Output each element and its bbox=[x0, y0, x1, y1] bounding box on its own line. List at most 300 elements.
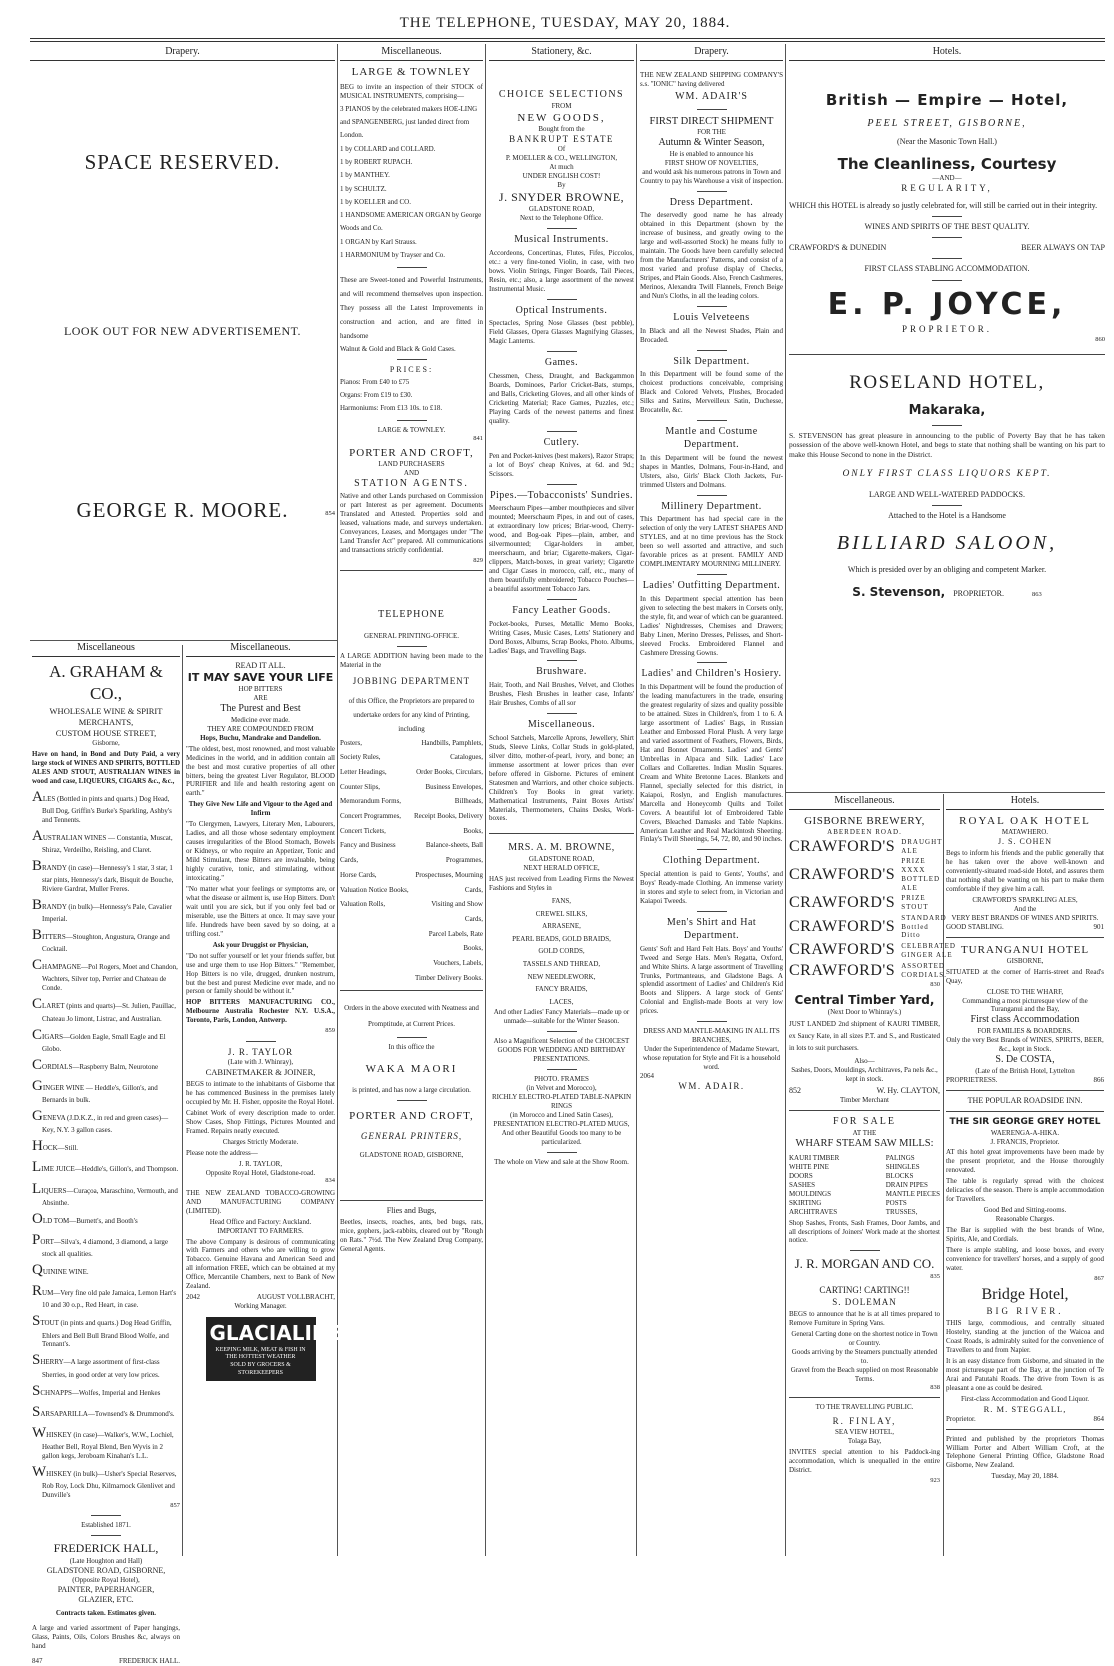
ad-number: 841 bbox=[473, 435, 483, 443]
sale-list-right bbox=[886, 1154, 940, 1217]
turanganui-first: First class Accommodation bbox=[970, 1014, 1080, 1026]
mrs-browne-napkin: RICHLY ELECTRO-PLATED TABLE-NAPKIN RINGS bbox=[491, 1093, 632, 1111]
graham-item: CLARET (pints and quarts)—St. Julien, Pauillac, Chateau Jo limont, Listrac, and Australian. bbox=[32, 996, 177, 1023]
hall-stock: A large and varied assortment of Paper hangings, Glass, Paints, Oils, Colors Brushes &c, always on hand bbox=[32, 1624, 180, 1651]
mrs-browne-text4: And other Beautiful Goods too many to be particularized. bbox=[501, 1128, 622, 1146]
printing-item: Prospectuses, Mourning Cards, bbox=[415, 870, 483, 894]
british-empire-address: PEEL STREET, GISBORNE, bbox=[867, 117, 1027, 129]
section-rule bbox=[697, 306, 727, 307]
wines-spirits: WINES AND SPIRITS OF THE BEST QUALITY. bbox=[864, 221, 1030, 231]
hall-glazier: GLAZIER, ETC. bbox=[78, 1595, 134, 1605]
taylor-p1: BEGS to intimate to the inhabitants of Gisborne that he has commenced Business in the premises lately occupied by Mr. H. Fisher, opposite the Royal Hotel. bbox=[186, 1079, 335, 1106]
graham-item: CHAMPAGNE—Pol Rogers, Moet and Chandon, Wachters, Silver top, Perrier and Chateau de Conde. bbox=[32, 957, 178, 993]
supervision: Under the Superintendence of Madame Stewart, whose reputation for Style and Fit is a household word. bbox=[642, 1045, 781, 1072]
section-title: Optical Instruments. bbox=[515, 304, 608, 316]
department-title: Louis Velveteens bbox=[673, 311, 750, 323]
section-rule bbox=[697, 574, 727, 575]
large-townley-item: 1 by MANTHEY. bbox=[340, 171, 390, 180]
ad-number: 847 bbox=[32, 1657, 43, 1666]
column-divider bbox=[636, 44, 637, 1556]
section-rule bbox=[697, 849, 727, 850]
crawfords-product: DRAUGHT ALE bbox=[901, 838, 943, 856]
mrs-browne-text3: Also a Magnificent Selection of the CHOICEST GOODS FOR WEDDING AND BIRTHDAY PRESENTATIONS. bbox=[493, 1037, 630, 1064]
british-empire-text: WHICH this HOTEL is already so justly celebrated for, will still be carried out in their integrity. bbox=[789, 200, 1098, 210]
next-telephone: Next to the Telephone Office. bbox=[519, 214, 604, 223]
printing-item: Counter Slips, bbox=[340, 782, 381, 791]
large-townley-pianos: Pianos: From £40 to £75 bbox=[340, 377, 410, 386]
glacialine-ad-image bbox=[206, 1317, 343, 1381]
jobbing-department: JOBBING DEPARTMENT bbox=[352, 676, 471, 687]
printing-item: Receipt Books, Delivery Books, bbox=[413, 812, 483, 835]
crawfords-name: CRAWFORD'S bbox=[789, 837, 896, 855]
hop-bitters-column bbox=[186, 642, 343, 1556]
regularity-label: REGULARITY, bbox=[901, 183, 993, 194]
taylor-title: J. R. TAYLOR bbox=[227, 1046, 294, 1057]
graham-sub3: CUSTOM HOUSE STREET, bbox=[55, 728, 157, 739]
section-text: Spectacles, Spring Nose Glasses (best pebble), Field Glasses, Opera Glasses Magnifying Glasses, Magic Lanterns. bbox=[489, 319, 634, 346]
stevenson-name: S. Stevenson, bbox=[852, 585, 946, 599]
autumn-winter: Autumn & Winter Season, bbox=[658, 136, 765, 148]
sale-item: WHITE PINE bbox=[789, 1162, 829, 1171]
turanganui-text1: SITUATED at the corner of Harris-street and Read's Quay, bbox=[946, 967, 1104, 985]
sale-item: DOORS bbox=[789, 1171, 813, 1180]
sale-item: DRAIN PIPES bbox=[885, 1180, 928, 1189]
large-townley-item: 1 HARMONIUM by Trayser and Co. bbox=[340, 251, 446, 260]
graham-item: BRANDY (in case)—Hennessy's 1 star, 3 star, 1 star pints, Hennessy's dark, Bisquit de Bouche, Riviere Gardrat, Muller Freres. bbox=[32, 857, 174, 894]
turanganui-close: CLOSE TO THE WHARF, bbox=[986, 987, 1064, 996]
sir-george-grey-text4: Reasonable Charges. bbox=[995, 1215, 1055, 1224]
department-title: Ladies' Outfitting Department. bbox=[642, 580, 781, 592]
novelties-text: FIRST SHOW OF NOVELTIES, bbox=[664, 158, 759, 167]
george-moore-name: GEORGE R. MOORE. bbox=[76, 498, 289, 523]
imprint-text: Printed and published by the proprietors Thomas William Porter and Albert William Croft, at the Telephone General Printing Office, Gladstone Road Gisborne, New Zealand. bbox=[946, 1434, 1104, 1470]
masthead-title: THE TELEPHONE, TUESDAY, MAY 20, 1884. bbox=[399, 15, 731, 31]
drapery-reserved-column bbox=[30, 46, 335, 638]
ad-number: 860 bbox=[1095, 335, 1105, 343]
porter-croft-address: GLADSTONE ROAD, GISBORNE, bbox=[359, 1150, 464, 1159]
joyce-name: E. P. JOYCE, bbox=[827, 286, 1067, 322]
only-first-class: ONLY FIRST CLASS LIQUORS KEPT. bbox=[842, 468, 1052, 479]
ad-number: 838 bbox=[930, 1384, 940, 1392]
graham-item-list bbox=[32, 788, 180, 1500]
porter-croft-sub1: LAND PURCHASERS bbox=[378, 459, 445, 468]
at-the: AT THE bbox=[852, 1128, 877, 1137]
sale-item: PALINGS bbox=[885, 1153, 915, 1162]
section-rule bbox=[547, 599, 577, 600]
telephone-text1: A LARGE ADDITION having been made to the Material in the bbox=[340, 652, 483, 670]
hop-quote1: "The oldest, best, most renowned, and most valuable Medicines in the world, and in addition contain all the best and most curative properties of all other bitters, being the greatest Liver Regulator, BLOOD PURIFIER and life and health restoring agent on earth." bbox=[186, 744, 335, 798]
large-townley-item: 1 ORGAN by Karl Strauss. bbox=[340, 237, 417, 246]
graham-item: SHERRY—A large assortment of first-class Sherries, in good order at very low prices. bbox=[32, 1352, 160, 1379]
turanganui-place: GISBORNE, bbox=[1006, 956, 1044, 965]
large-townley-list bbox=[340, 103, 483, 263]
brewery-column bbox=[789, 795, 956, 1555]
printing-list-right bbox=[412, 736, 484, 986]
royal-oak-stabling: GOOD STABLING. bbox=[946, 922, 1004, 931]
general-printers: GENERAL PRINTERS, bbox=[360, 1131, 463, 1142]
adair-name: WM. ADAIR'S bbox=[675, 90, 748, 102]
glacialine-logo: GLACIALINE bbox=[209, 1321, 343, 1346]
section-text: Hair, Tooth, and Nail Brushes, Velvet, and Clothes Brushes, Flesh Brushes in leather case, Infants' Hair Brushes, Combs of all sor bbox=[489, 681, 634, 708]
mrs-browne-item: ARRASENE, bbox=[542, 922, 581, 931]
of-label: Of bbox=[557, 145, 566, 154]
crawfords-name: CRAWFORD'S bbox=[789, 865, 896, 883]
mrs-browne-text5: The whole on View and sale at the Show Room. bbox=[494, 1157, 629, 1166]
royal-oak-crawfords: CRAWFORD'S SPARKLING ALES, bbox=[972, 895, 1078, 904]
carting-text2: General Carting done on the shortest notice in Town or Country. bbox=[791, 1330, 938, 1348]
graham-item: ALES (Bottled in pints and quarts.) Dog Head, Bull Dog, Griffin's Burke's Sparkling, Ashby's and Tennents. bbox=[32, 788, 172, 824]
tobacco-important: IMPORTANT TO FARMERS. bbox=[217, 1226, 304, 1235]
mrs-browne-address: GLADSTONE ROAD, bbox=[528, 855, 595, 864]
sale-item: SKIRTING bbox=[789, 1198, 822, 1207]
graham-item: GENEVA (J.D.K.Z., in red and green cases)—Key, N.Y. 3 gallon cases. bbox=[32, 1108, 169, 1135]
bridge-hotel-text2: It is an easy distance from Gisborne, and situated in the most picturesque part of the Bay, at the junction of Te Arai and Patutahi Roads. The drive from Town is as pleasant a one as could be desired. bbox=[946, 1356, 1104, 1392]
hop-sub6: Hops, Buchu, Mandrake and Dandelion. bbox=[200, 733, 321, 742]
graham-sub1: WHOLESALE WINE & SPIRIT bbox=[49, 706, 163, 717]
imprint-date: Tuesday, May 20, 1884. bbox=[991, 1472, 1059, 1481]
crawfords-row bbox=[789, 913, 947, 941]
graham-intro: Have on hand, in Bond and Duty Paid, a very large stock of WINES AND SPIRITS, BOTTLED ALES AND STOUT, AUSTRALIAN WINES in wood and case, LIQUEURS, CIGARS &c., &c., bbox=[32, 749, 180, 785]
ad-number: 864 bbox=[1093, 1414, 1104, 1423]
hotels-column bbox=[789, 46, 1105, 790]
printing-item: Order Books, Circulars, bbox=[416, 768, 483, 776]
steggall-prop: Proprietor. bbox=[946, 1414, 976, 1423]
royal-oak-and: And the bbox=[1013, 904, 1037, 913]
ad-number: 866 bbox=[1093, 1075, 1104, 1084]
taylor-sub: (Late with J. Whinray), bbox=[227, 1058, 294, 1067]
section-text: School Satchels, Marcelle Aprons, Jewellery, Shirt Studs, Sleeve Links, Collar Studs in gold-plated, silver ditto, mother-of-pearl, ivory, and bone; an immense assortment at lower prices than ever before offered in Gisborne. Pictures of eminent Statesmen and Warriors, and other choice subjects. Children's Toy Books in great variety. Mathematical Instruments, Paint Boxes Artists' Materials, Thermometers, Chains Desks, Work-boxes. bbox=[489, 733, 634, 823]
roseland-text: S. STEVENSON has great pleasure in announcing to the public of Poverty Bay that he has taken possession of the above well-known Hotel, and begs to state that nothing shall be wanting on his part to make this House Second to none in the District. bbox=[789, 430, 1105, 459]
graham-item: SARSAPARILLA—Townsend's & Drummond's. bbox=[32, 1403, 175, 1420]
section-rule bbox=[547, 299, 577, 300]
large-townley-signature: LARGE & TOWNLEY. bbox=[377, 426, 446, 435]
large-townley-item: 1 by SCHULTZ. bbox=[340, 184, 387, 193]
royal-oak-title: ROYAL OAK HOTEL bbox=[959, 814, 1091, 827]
sir-george-grey-text1: AT this hotel great improvements have been made by the present proprietor, and the House thoroughly renovated. bbox=[946, 1148, 1104, 1175]
section-text: Pocket-books, Purses, Metallic Memo Books, Writing Cases, Music Cases, Letts' Stationery and Dord Boxes, Albums, Scrap Books, Photo. Albums, Ladies' Bags, and Travelling Bags. bbox=[489, 619, 634, 655]
masthead-rule bbox=[30, 38, 1105, 39]
mrs-browne-items bbox=[489, 895, 634, 1008]
printing-item: Memorandum Forms, bbox=[340, 797, 402, 806]
large-townley-prices: PRICES: bbox=[389, 365, 434, 375]
printing-item: Parcel Labels, Rate Books, bbox=[428, 929, 483, 953]
crawfords-dunedin: CRAWFORD'S & DUNEDIN bbox=[789, 243, 887, 253]
hall-sub: (Late Houghton and Hall) bbox=[69, 1556, 143, 1565]
stationery-sections bbox=[489, 228, 634, 823]
department-text: In this Department special attention has been given to selecting the best makers in Corsets only, the style, fit, and wear of which can be guaranteed. Ladies' Nightdresses, Chemises and Drawers; Baby Linen, Merino Dresses, Pelisses, and Short-sleeved Frocks. Embroidered Flannel and Cashmere Dressing Gowns. bbox=[640, 594, 783, 657]
column-heading: Drapery. bbox=[640, 46, 783, 61]
look-out-text: LOOK OUT FOR NEW ADVERTISEMENT. bbox=[63, 323, 302, 338]
printing-item: Business Envelopes, Billheads, bbox=[425, 782, 483, 806]
department-text: The deservedly good name he has already obtained in this Department (shown by the increase of business, and greatly owing to the large and well-assorted Stock) he means fully to maintain. The Goods have been carefully selected from the Manufacturers' Patterns, and consist of a most varied and profuse display of Checks, Stripes, and Plain Goods. Also, French Cashmeres, Merinos, Alexandra Twill Flannels, French Beige and Nun's Cloths, in all the leading colors. bbox=[640, 211, 783, 300]
large-townley-text: These are Sweet-toned and Powerful Instruments, and will recommend themselves upon inspection. They possess all the Latest Improvements in construction and action, and are fitted in handsome bbox=[340, 276, 483, 341]
waka-maori-title: WAKA MAORI bbox=[365, 1063, 458, 1076]
sale-item: POSTS bbox=[885, 1198, 907, 1207]
ad-number: 863 bbox=[1031, 591, 1042, 598]
stationery-column bbox=[489, 46, 634, 1556]
ad-number: 829 bbox=[473, 557, 483, 565]
mrs-browne-item: FANCY BRAIDS, bbox=[535, 985, 588, 994]
ad-number: 2064 bbox=[640, 1072, 654, 1081]
telephone-title: TELEPHONE bbox=[378, 609, 445, 621]
snyder-browne: J. SNYDER BROWNE, bbox=[498, 189, 625, 204]
under-cost-label: UNDER ENGLISH COST! bbox=[522, 171, 601, 180]
carting-text1: BEGS to announce that he is at all times prepared to Remove Furniture in Spring Vans. bbox=[789, 1310, 940, 1328]
printing-item: Vouchers, Labels, Timber Delivery Books. bbox=[415, 958, 483, 982]
adair-departments bbox=[640, 191, 783, 1017]
section-title: Pipes.—Tobacconists' Sundries. bbox=[489, 489, 634, 501]
large-townley-item: 1 by COLLARD and COLLARD. bbox=[340, 144, 436, 153]
bridge-hotel-text1: THIS large, commodious, and centrally situated Hostelry, standing at the junction of the Waicoa and Coast Roads, is admirably suited for the convenience of Travellers to and from Napier. bbox=[946, 1319, 1104, 1354]
mrs-browne-title: MRS. A. M. BROWNE, bbox=[508, 842, 615, 854]
graham-item: LIQUERS—Curaçoa, Maraschino, Vermouth, and Absinthe. bbox=[32, 1180, 178, 1207]
graham-ad bbox=[32, 642, 180, 1666]
printing-item: Balance-sheets, Ball Programmes, bbox=[425, 841, 483, 865]
crawfords-product: ASSORTED CORDIALS. bbox=[901, 962, 947, 980]
bought-label: Bought from the bbox=[538, 124, 585, 133]
section-rule bbox=[697, 191, 727, 192]
beer-on-tap: BEER ALWAYS ON TAP bbox=[1021, 243, 1105, 253]
column-heading: Stationery, &c. bbox=[489, 46, 634, 61]
column-heading: Miscellaneous bbox=[32, 642, 180, 657]
brewery-address: ABERDEEN ROAD. bbox=[827, 827, 902, 836]
gladstone-road: GLADSTONE ROAD, bbox=[528, 205, 595, 214]
taylor-p2: Cabinet Work of every description made to order. Show Cases, Shop Fittings, Pictures Mounted and Framed. Repairs neatly executed. bbox=[186, 1108, 335, 1135]
section-title: Cutlery. bbox=[543, 436, 580, 448]
hop-sub3: The Purest and Best bbox=[220, 703, 301, 715]
porter-croft-title: PORTER AND CROFT, bbox=[349, 446, 474, 459]
section-title: Miscellaneous. bbox=[527, 719, 596, 731]
porter-croft-printers: PORTER AND CROFT, bbox=[349, 1110, 474, 1123]
column-heading: Hotels. bbox=[789, 46, 1105, 61]
section-text: Pen and Pocket-knives (best makers), Razor Straps; a lot of Boys' cheap Knives, at 6d. and 9d.; Scissors. bbox=[489, 451, 634, 478]
sale-item: MANTLE PIECES bbox=[885, 1189, 940, 1198]
sir-george-grey-place: WAERENGA-A-HIKA. bbox=[990, 1128, 1060, 1137]
ad-number: 854 bbox=[325, 509, 335, 517]
by-label: By bbox=[557, 180, 566, 189]
department-title: Ladies' and Children's Hosiery. bbox=[641, 668, 782, 680]
read-it-all: READ IT ALL. bbox=[235, 660, 286, 670]
ad-number: 857 bbox=[170, 1502, 180, 1510]
makaraka-label: Makaraka, bbox=[908, 403, 986, 419]
sir-george-grey-text6: There is ample stabling, and loose boxes, and every convenience for travellers' horses, and a supply of good water. bbox=[946, 1245, 1104, 1272]
section-title: Fancy Leather Goods. bbox=[512, 604, 611, 616]
tolaga-bay: Tolaga Bay, bbox=[847, 1436, 882, 1445]
mrs-browne-item: LACES, bbox=[549, 997, 574, 1006]
masthead-rule-2 bbox=[30, 41, 1105, 42]
crawfords-row bbox=[789, 857, 940, 893]
sir-george-grey-text3: Good Bed and Sitting-rooms. bbox=[983, 1206, 1067, 1215]
mrs-browne-next: NEXT HERALD OFFICE, bbox=[523, 864, 600, 873]
crawfords-product: PRIZE XXXX BOTTLED ALE bbox=[901, 857, 941, 893]
hall-signature: FREDERICK HALL. bbox=[118, 1657, 180, 1666]
department-text: In this Department will be found the newest shapes in Mantles, Dolmans, Four-in-Hand, and Ulsters, also, Girls' Black Cloth Jackets, Fur-trimmed Ulsters and Dolmans. bbox=[640, 453, 783, 489]
mrs-browne-item: GOLD CORDS, bbox=[538, 947, 585, 956]
decosta-late: (Late of the British Hotel, Lyttelton bbox=[975, 1066, 1075, 1075]
bridge-hotel-text3: First-class Accommodation and Good Liquor. bbox=[960, 1394, 1090, 1403]
carting-title: CARTING! CARTING!! bbox=[819, 1285, 910, 1296]
taylor-address: Please note the address— bbox=[186, 1148, 258, 1157]
sea-view-hotel: SEA VIEW HOTEL, bbox=[834, 1427, 895, 1436]
crawfords-list bbox=[789, 837, 956, 982]
section-text: Meerschaum Pipes—amber mouthpieces and silver mounted; Meerschaum Pipes, in and out of cases, at extraordinary low prices; Briar-wood, Cherry-wood, and Bog-oak Pipes—plain, amber, and silvermounted; Cigar-holders in amber, meerschaum, and briar; Cigarette-makers, Cigar-clippers, Match-boxes, in great variety; Cigarette and Cigar Cases in morocco, calf, etc., many of them beautifully embroidered; Tobacco Pouches—a beautiful assortment Tobacco Jars. bbox=[489, 504, 634, 593]
hall-title: FREDERICK HALL, bbox=[53, 1541, 159, 1556]
section-rule bbox=[697, 662, 727, 663]
crawfords-name: CRAWFORD'S bbox=[789, 941, 896, 959]
enabled-text: He is enabled to announce his bbox=[669, 149, 754, 158]
hop-quote2: "To Clergymen, Lawyers, Literary Men, Labourers, Ladies, and all those whose sedentary employment causes irregularities of the Blood Stomach, Bowels or Kidneys, or who require an Appetizer, Tonic and Mild Stimulant, these Bitters are invaluable, being highly curative, tonic, and stimulating, without intoxicating." bbox=[186, 820, 335, 883]
large-townley-item: 1 HANDSOME AMERICAN ORGAN by George Woods and Co. bbox=[340, 211, 482, 233]
timber-yard-text: JUST LANDED 2nd shipment of KAURI TIMBER, ex Saucy Kate, in all sizes P.T. and S., and Rusticated in lots to suit purchasers. bbox=[789, 1020, 940, 1052]
graham-item: HOCK—Still. bbox=[32, 1138, 79, 1155]
hop-quote4: "Do not suffer yourself or let your friends suffer, but use and urge them to use Hop Bitters." "Remember, Hop Bitters is no vile, drugged, drunken nostrum, but the best and purest Medicine ever made, and no person or family should be without it." bbox=[186, 951, 335, 996]
graham-item: WHISKEY (in case)—Walker's, W.W., Lochiel, Heather Bell, Royal Blend, Ben Wyvis in 2 gallon kegs, Jeroboam Kinahan's L.L. bbox=[32, 1424, 174, 1461]
doleman-name: S. DOLEMAN bbox=[832, 1296, 897, 1307]
taylor-name: J. R. TAYLOR, bbox=[238, 1159, 283, 1168]
department-text: Special attention is paid to Gents', Youths', and Boys' Ready-made Clothing. An immense variety in stores and style to select from, in Victorian and Kaiapoi Tweeds. bbox=[640, 870, 783, 906]
hall-address: GLADSTONE ROAD, GISBORNE, bbox=[46, 1565, 166, 1575]
steggall-name: R. M. STEGGALL, bbox=[983, 1403, 1067, 1414]
graham-item: BRANDY (in bulk)—Hennessy's Pale, Cavalier Imperial. bbox=[32, 897, 172, 924]
column-divider bbox=[182, 645, 183, 1556]
large-townley-item: 3 PIANOS by the celebrated makers HOE-LING and SPANGENBERG, just landed direct from London. bbox=[340, 104, 478, 140]
adair-signature: WM. ADAIR. bbox=[678, 1080, 745, 1091]
bridge-hotel-title: Bridge Hotel, bbox=[981, 1286, 1069, 1304]
section-rule bbox=[697, 420, 727, 421]
dress-making: DRESS AND MANTLE-MAKING IN ALL ITS BRANCHES, bbox=[643, 1027, 780, 1045]
hop-sub1: HOP BITTERS bbox=[238, 685, 283, 694]
telephone-text2: of this Office, the Proprietors are prepared to undertake orders for any kind of Printing, including bbox=[348, 696, 475, 733]
presided-label: Which is presided over by an obliging and competent Marker. bbox=[847, 564, 1047, 574]
timber-yard-next: (Next Door to Whinray's.) bbox=[827, 1008, 902, 1017]
mrs-browne-frames2: (in Velvet and Morocco), bbox=[526, 1084, 597, 1093]
proprietor-label: PROPRIETOR. bbox=[953, 589, 1004, 598]
large-townley-cases: Walnut & Gold and Black & Gold Cases. bbox=[340, 345, 456, 354]
sale-item: BLOCKS bbox=[885, 1171, 914, 1180]
telephone-sub: GENERAL PRINTING-OFFICE. bbox=[363, 632, 460, 641]
porter-croft-text: Native and other Lands purchased on Commission or part Interest as per agreement. Documents Translated and Attested. Properties sold and leased, valuations made, and surveys undertaken. Conveyances, Leases, and Mortgages under "The Land Transfer Act" prepared. All communications and transactions strictly confidential. bbox=[340, 492, 483, 555]
hop-company: HOP BITTERS MANUFACTURING CO., Melbourne Australia Rochester N.Y. U.S.A., Toronto, Paris, London, Antwerp. bbox=[186, 998, 335, 1025]
crawfords-product: PRIZE STOUT bbox=[901, 894, 929, 912]
decosta-prop: PROPRIETRESS. bbox=[946, 1075, 998, 1084]
graham-item: WHISKEY (in bulk)—Usher's Special Reserves, Rob Roy, Lock Dhu, Kilmarnock Glenlivet and Dunville's bbox=[32, 1464, 177, 1500]
porter-croft-sub2: AND bbox=[403, 468, 420, 477]
section-rule bbox=[547, 713, 577, 714]
graham-item: GINGER WINE — Heddle's, Gillon's, and Bernards in bulk. bbox=[32, 1077, 158, 1105]
first-shipment: FIRST DIRECT SHIPMENT bbox=[649, 115, 774, 127]
tobacco-office: Head Office and Factory: Auckland. bbox=[209, 1217, 312, 1226]
porter-croft-sub3: STATION AGENTS. bbox=[354, 477, 469, 489]
proprietor-label: PROPRIETOR. bbox=[901, 324, 993, 334]
mrs-browne-item: PEARL BEADS, GOLD BRAIDS, bbox=[512, 934, 611, 943]
hop-quote3: "No matter what your feelings or symptoms are, or what the disease or ailment is, use Hop Bitters. Don't wait until you are sick, but if you only feel bad or miserable, use the Bitters at once. It may save your life. Hundreds have been saved by so doing, at a trifling cost." bbox=[186, 884, 335, 938]
graham-item: CIGARS—Golden Eagle, Small Eagle and El Globo. bbox=[32, 1026, 166, 1053]
turanganui-families: FOR FAMILIES & BOARDERS. bbox=[977, 1027, 1073, 1036]
column-divider bbox=[943, 794, 944, 1556]
department-title: Dress Department. bbox=[669, 196, 754, 208]
section-title: Games. bbox=[544, 357, 579, 369]
crawfords-product: STANDARD Bottled Ditto bbox=[901, 913, 947, 940]
flies-title: Flies and Bugs, bbox=[386, 1205, 437, 1215]
royal-oak-text: Begs to inform his friends and the public generally that he has taken over the above well-known and conveniently-situated road-side Hotel, and assures them that nothing shall be wanting on his part to make them comfortable if they give him a call. bbox=[946, 849, 1104, 893]
ad-number: 834 bbox=[325, 1177, 335, 1185]
column-heading: Miscellaneous. bbox=[789, 795, 940, 810]
sale-item: SASHES bbox=[789, 1180, 816, 1189]
section-rule bbox=[547, 351, 577, 352]
sale-list-left bbox=[789, 1154, 839, 1217]
misc-column bbox=[340, 46, 483, 1556]
timber-yard-items: Sashes, Doors, Mouldings, Architraves, Pa nels &c., kept in stock. bbox=[791, 1065, 938, 1083]
mrs-browne-text: HAS just received from Leading Firms the Newest Fashions and Styles in bbox=[489, 875, 634, 893]
department-text: This Department has had special care in the selection of only the very LATEST SHAPES AND STYLES, and at no time previous has the Stock been so well assorted and attractive, and such favorable prices as at present. FAMILY AND COMPLIMENTARY MOURNING MILLINERY. bbox=[640, 515, 783, 569]
printing-item: Visiting and Show Cards, bbox=[431, 900, 483, 923]
column-heading: Miscellaneous. bbox=[340, 46, 483, 61]
mrs-browne-frames: PHOTO. FRAMES bbox=[534, 1075, 589, 1084]
decosta-name: S. De COSTA, bbox=[995, 1054, 1055, 1066]
section-divider bbox=[785, 792, 1105, 793]
travelling-text: INVITES special attention to his Paddock-ing accommodation, which is unequalled in the entire District. bbox=[789, 1447, 940, 1474]
taylor-trade: CABINETMAKER & JOINER, bbox=[205, 1067, 316, 1078]
moeller-label: P. MOELLER & CO., WELLINGTON, bbox=[505, 154, 618, 163]
attached-label: Attached to the Hotel is a Handsome bbox=[888, 510, 1006, 520]
mrs-browne-napkin2: (in Morocco and Lined Satin Cases), bbox=[509, 1110, 614, 1119]
printing-list-left bbox=[340, 736, 412, 986]
popular-inn: THE POPULAR ROADSIDE INN. bbox=[967, 1095, 1083, 1105]
large-townley-intro: BEG to invite an inspection of their STOCK of MUSICAL INSTRUMENTS, comprising— bbox=[340, 82, 483, 100]
billiard-saloon: BILLIARD SALOON, bbox=[836, 532, 1058, 555]
sale-item: ARCHITRAVES bbox=[789, 1207, 838, 1216]
printing-item: Valuation Rolls, bbox=[340, 900, 386, 909]
department-title: Mantle and Costume Department. bbox=[665, 426, 758, 450]
mrs-browne-item: CREWEL SILKS, bbox=[535, 909, 588, 918]
ad-number: 923 bbox=[930, 1476, 940, 1484]
printing-item: Concert Tickets, bbox=[340, 826, 386, 835]
section-divider bbox=[30, 640, 337, 641]
column-divider bbox=[785, 44, 786, 1556]
brewery-title: GISBORNE BREWERY, bbox=[804, 814, 925, 827]
crawfords-row bbox=[789, 961, 947, 981]
printing-item: Society Rules, bbox=[340, 753, 381, 762]
sale-item: MOULDINGS bbox=[789, 1189, 831, 1198]
large-townley-title: LARGE & TOWNLEY bbox=[351, 65, 472, 78]
graham-item: RUM—Very fine old pale Jamaica, Lemon Hart's 10 and 30 o.p., Red Heart, in case. bbox=[32, 1283, 177, 1310]
turanganui-title: TURANGANUI HOTEL bbox=[960, 943, 1090, 956]
sale-item: SHINGLES bbox=[885, 1162, 920, 1171]
mrs-browne-item: FANS, bbox=[551, 897, 572, 906]
ad-number: 867 bbox=[1094, 1274, 1104, 1282]
travelling-title: TO THE TRAVELLING PUBLIC. bbox=[815, 1403, 914, 1412]
graham-item: LIME JUICE—Heddle's, Gillon's, and Thompson. bbox=[32, 1159, 179, 1176]
bankrupt-estate: BANKRUPT ESTATE bbox=[509, 133, 614, 144]
large-townley-harmoniums: Harmoniums: From £13 10s. to £18. bbox=[340, 404, 443, 413]
section-text: Chessmen, Chess, Draught, and Backgammon Boards, Dominoes, Parlor Cricket-Bats, stumps, and Balls, Cricketing Gloves, and all other kinds of Cricketing Material; Race Games, Puzzles, etc.; Playing Cards of the newest patterns and finest quality. bbox=[489, 372, 634, 425]
graham-item: OLD TOM—Burnett's, and Booth's bbox=[32, 1210, 138, 1227]
section-rule bbox=[547, 484, 577, 485]
invite-text: and would ask his numerous patrons in Town and Country to pay his Warehouse a visit of inspection. bbox=[640, 167, 783, 185]
graham-item: SCHNAPPS—Wolfes, Imperial and Henkes bbox=[32, 1382, 161, 1399]
british-empire-title: British — Empire — Hotel, bbox=[825, 90, 1069, 109]
ad-number: 901 bbox=[1093, 922, 1104, 931]
department-title: Millinery Department. bbox=[661, 500, 762, 512]
printing-item: Letter Headings, bbox=[340, 768, 387, 776]
ad-number: 835 bbox=[930, 1273, 940, 1281]
graham-item: CORDIALS—Raspberry Balm, Neurotone bbox=[32, 1056, 159, 1073]
section-rule bbox=[547, 660, 577, 661]
graham-title: A. GRAHAM & CO., bbox=[49, 661, 163, 703]
printing-item: Fancy and Business Cards, bbox=[340, 841, 396, 865]
section-title: Brushware. bbox=[536, 666, 587, 678]
department-text: In this Department will be found the production of the leading manufacturers in the trade, ensuring the greatest regularity of sizes and quality possible to be attained. Sizes in Children's, from 1 to 6. A large assortment of Ladies' Bags, in Russian Leather and Embossed Floral Plush. A very large and varied assortment of Feathers, Flowers, Birds, Hat and Bonnet Ornaments. Ladies' and Gents' Umbrellas in Alpaca and Silk. Ladies' Lace Collars and Collarettes. Indian Muslin Squares. Cream and White Bretonne Laces. Blankets and Flannel, specially selected for this district, in Kaiapoi, Roslyn, and English manufactures. Marcella and Honeycomb Quilts and Toilet Covers. A beautiful lot of Embroidered Table Covers, Bleached Damasks and Table Napkins. American Leather and Real Mackintosh Sheeting. Finlay's Twill Sheetings, 54, 72, 80, and 90 inches. bbox=[640, 683, 783, 844]
